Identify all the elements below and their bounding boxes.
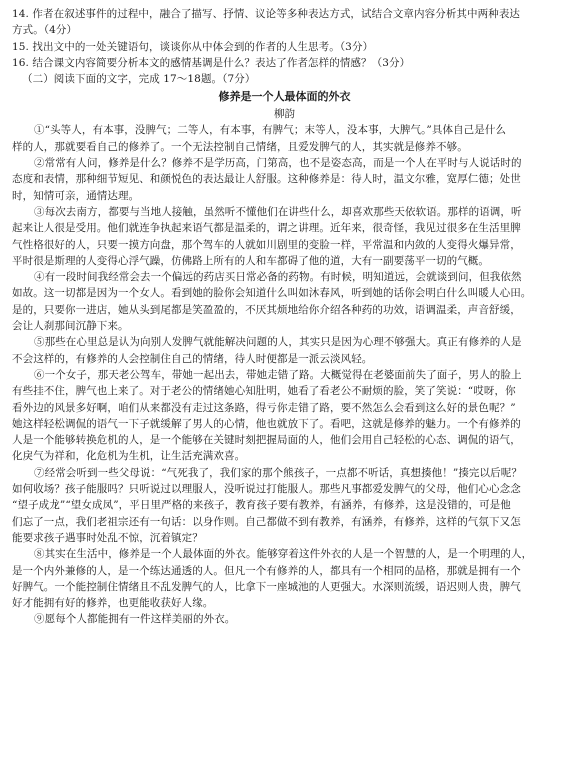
paragraph-line: ⑨愿每个人都能拥有一件这样美丽的外衣。: [34, 613, 236, 626]
paragraph-line: 好才能拥有好的修养，也更能收获好人缘。: [12, 597, 214, 610]
paragraph-line: ②常常有人问，修养是什么？修养不是学历高，门第高，也不是姿态高，而是一个人在平时与人说话时的: [34, 157, 522, 170]
article-title: 修养是一个人最体面的外衣: [218, 90, 351, 104]
paragraph-9: [12, 611, 557, 627]
paragraph-line: 看外边的风景多好啊，咱们从来都没有走过这条路，得亏你走错了路，要不然怎么会看到这么好的景色呢？”: [12, 401, 516, 414]
paragraph-line: ①“头等人，有本事，没脾气；二等人，有本事，有脾气；末等人，没本事，大脾气。”具体自己是什么: [34, 124, 507, 137]
paragraph-6: [12, 367, 557, 465]
paragraph-5: [12, 334, 557, 367]
article-body: [12, 122, 557, 627]
paragraph-line: 如故。这一切都是因为一个女人。看到她的脸你会知道什么叫如沐春风，听到她的话你会明白什么叫暖人心田。: [12, 287, 532, 300]
paragraph-4: [12, 269, 557, 334]
paragraph-line: 好脾气。一个能控制住情绪且不乱发脾气的人，比拿下一座城池的人更强大。水深则流缓，语迟则人贵，脾气: [12, 580, 521, 593]
question-14-line-2: 方式。（4分）: [12, 24, 78, 37]
paragraph-line: 她这样轻松调侃的语气一下子就缓解了男人的心情，他也就放下了。看吧，这就是修养的魅力。一个有修养的: [12, 417, 521, 430]
paragraph-line: 会让人刹那间沉静下来。: [12, 320, 129, 333]
paragraph-line: ④有一段时间我经常会去一个偏远的药店买日常必备的药物。有时候，明知道远，会就谈到问，但我依然: [34, 271, 522, 284]
question-16: 16. 结合课文内容简要分析本文的感情基调是什么？表达了作者怎样的情感？（3分）: [12, 56, 411, 69]
paragraph-line: 平时很是斯理的人变得心浮气躁，仿佛路上所有的人和车都碍了他的道，大有一副要荡平一切的气概。: [12, 254, 489, 267]
paragraph-line: 样的人，那就要看自己的修养了。一个无法控制自己情绪，且爱发脾气的人，其实就是修养不够。: [12, 140, 468, 153]
paragraph-line: 时，知情可亲，通情达理。: [12, 189, 140, 202]
paragraph-line: ⑧其实在生活中，修养是一个人最体面的外衣。能够穿着这件外衣的人是一个智慧的人，是一个明理的人，: [34, 548, 533, 561]
questions-block: [12, 6, 557, 71]
question-15: 15. 找出文中的一处关键语句，谈谈你从中体会到的作者的人生思考。（3分）: [12, 40, 374, 53]
paragraph-line: 们忘了一点，我们老祖宗还有一句话：以身作则。自己都做不到有教养，有涵养，有修养，这样的气氛下又怎: [12, 515, 521, 528]
paragraph-7: [12, 465, 557, 546]
paragraph-line: “望子成龙”“望女成凤”，平日里严格的来孩子，教育孩子要有教养，有涵养，有修养，这是没错的，可是他: [12, 499, 511, 512]
paragraph-line: 态度和表情，那种细节短见、和颜悦色的表达最让人舒服。这种修养是：待人时，温文尔雅，宽厚仁德；处世: [12, 173, 521, 186]
paragraph-line: ⑥一个女子，那天老公驾车，带她一起出去，带她走错了路。大概觉得在老婆面前失了面子，男人的脸上: [34, 368, 522, 381]
paragraph-line: 有些挂不住，脾气也上来了。对于老公的情绪她心知肚明，她看了看老公不耐烦的脸，笑了笑说：“哎呀，你: [12, 385, 516, 398]
paragraph-line: 能要求孩子遇事时处乱不惊，沉着镇定？: [12, 531, 203, 544]
paragraph-line: 化戾气为祥和，化危机为生机，让生活充满欢喜。: [12, 450, 246, 463]
section-heading: （二）阅读下面的文字，完成 17～18题。（7分）: [22, 73, 256, 86]
article-author: 柳韵: [274, 108, 295, 121]
paragraph-line: 起来让人很是受用。他们就连争执起来语气都是温柔的，谓之讲理。近年来，很奇怪，我见过很多在生活里脾: [12, 222, 521, 235]
paragraph-1: [12, 122, 557, 155]
paragraph-line: 是的，只要你一进店，她从头到尾都是笑盈盈的，不厌其烦地给你介绍各种药的功效，语调温柔，声音舒缓，: [12, 303, 521, 316]
paragraph-line: 人是一个能够转换危机的人，是一个能够在关键时刻把握局面的人，他们会用自己轻松的心态、调侃的语气，: [12, 434, 521, 447]
paragraph-line: 是一个内外兼修的人，是一个练达通透的人。但凡一个有修养的人，都具有一个相同的品格，那就是拥有一个: [12, 564, 521, 577]
paragraph-3: [12, 204, 557, 269]
paragraph-8: [12, 546, 557, 611]
paragraph-line: 如何收场？孩子能服吗？只听说过以理服人，没听说过打能服人。那些凡事都爱发脾气的父母，他们心心念念: [12, 483, 521, 496]
paragraph-line: 不会这样的，有修养的人会控制住自己的情绪，待人时便都是一派云淡风轻。: [12, 352, 373, 365]
paragraph-line: ③每次去南方，都要与当地人接触，虽然听不懂他们在讲些什么，却喜欢那些天依软语。那样的语调，听: [34, 205, 522, 218]
paragraph-2: [12, 155, 557, 204]
question-14-line-1: 14. 作者在叙述事件的过程中，融合了描写、抒情、议论等多种表达方式，试结合文章内容分析其中两种表达: [12, 8, 521, 20]
paragraph-line: ⑤那些在心里总是认为向别人发脾气就能解决问题的人，其实只是因为心理不够强大。真正有修养的人是: [34, 336, 522, 349]
paragraph-line: ⑦经常会听到一些父母说：“气死我了，我们家的那个熊孩子，一点都不听话，真想揍他！”揍完以后呢？: [34, 466, 522, 479]
paragraph-line: 气性格很好的人，只要一摸方向盘，那个驾车的人就如川剧里的变脸一样，平常温和内敛的人变得火爆异常，: [12, 238, 521, 251]
